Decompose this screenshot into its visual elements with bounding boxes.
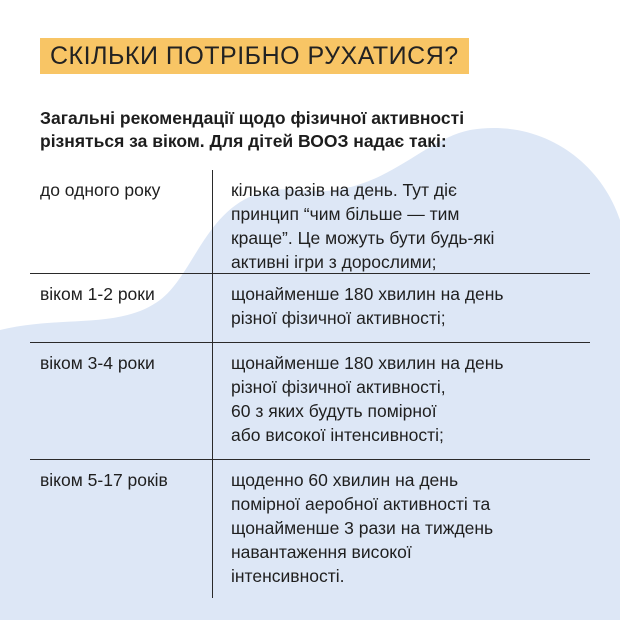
recommendation-line: щонайменше 3 рази на тиждень <box>231 518 494 538</box>
recommendation-line: помірної аеробної активності та <box>231 494 491 514</box>
recommendation-line: інтенсивності. <box>231 566 345 586</box>
recommendation-line: кілька разів на день. Тут діє <box>231 180 457 200</box>
table-row <box>30 170 590 274</box>
recommendation-cell <box>213 170 590 273</box>
title-highlight <box>40 38 469 74</box>
recommendation-line: принцип “чим більше — тим <box>231 204 460 224</box>
recommendation-line: активні ігри з дорослими; <box>231 252 437 272</box>
recommendation-line: 60 з яких будуть помірної <box>231 401 437 421</box>
page-title: СКІЛЬКИ ПОТРІБНО РУХАТИСЯ? <box>50 41 459 70</box>
recommendation-line: різної фізичної активності; <box>231 308 446 328</box>
recommendation-line: краще”. Це можуть бути будь-які <box>231 228 495 248</box>
age-cell: віком 1-2 роки <box>30 274 213 342</box>
recommendation-cell <box>213 460 590 598</box>
intro-line: різняться за віком. Для дітей ВООЗ надає такі: <box>40 131 447 151</box>
table-row <box>30 274 590 343</box>
recommendation-cell <box>213 274 590 342</box>
recommendation-line: щоденно 60 хвилин на день <box>231 470 459 490</box>
recommendation-line: щонайменше 180 хвилин на день <box>231 353 504 373</box>
recommendation-cell <box>213 343 590 459</box>
table-row <box>30 343 590 460</box>
recommendation-line: навантаження високої <box>231 542 412 562</box>
age-cell: віком 5-17 років <box>30 460 213 598</box>
recommendation-line: щонайменше 180 хвилин на день <box>231 284 504 304</box>
intro-text <box>40 107 585 153</box>
age-cell: до одного року <box>30 170 213 273</box>
recommendation-line: різної фізичної активності, <box>231 377 446 397</box>
intro-line: Загальні рекомендації щодо фізичної активності <box>40 108 465 128</box>
age-cell: віком 3-4 роки <box>30 343 213 459</box>
recommendations-table <box>30 170 590 598</box>
recommendation-line: або високої інтенсивності; <box>231 425 444 445</box>
table-row <box>30 460 590 598</box>
